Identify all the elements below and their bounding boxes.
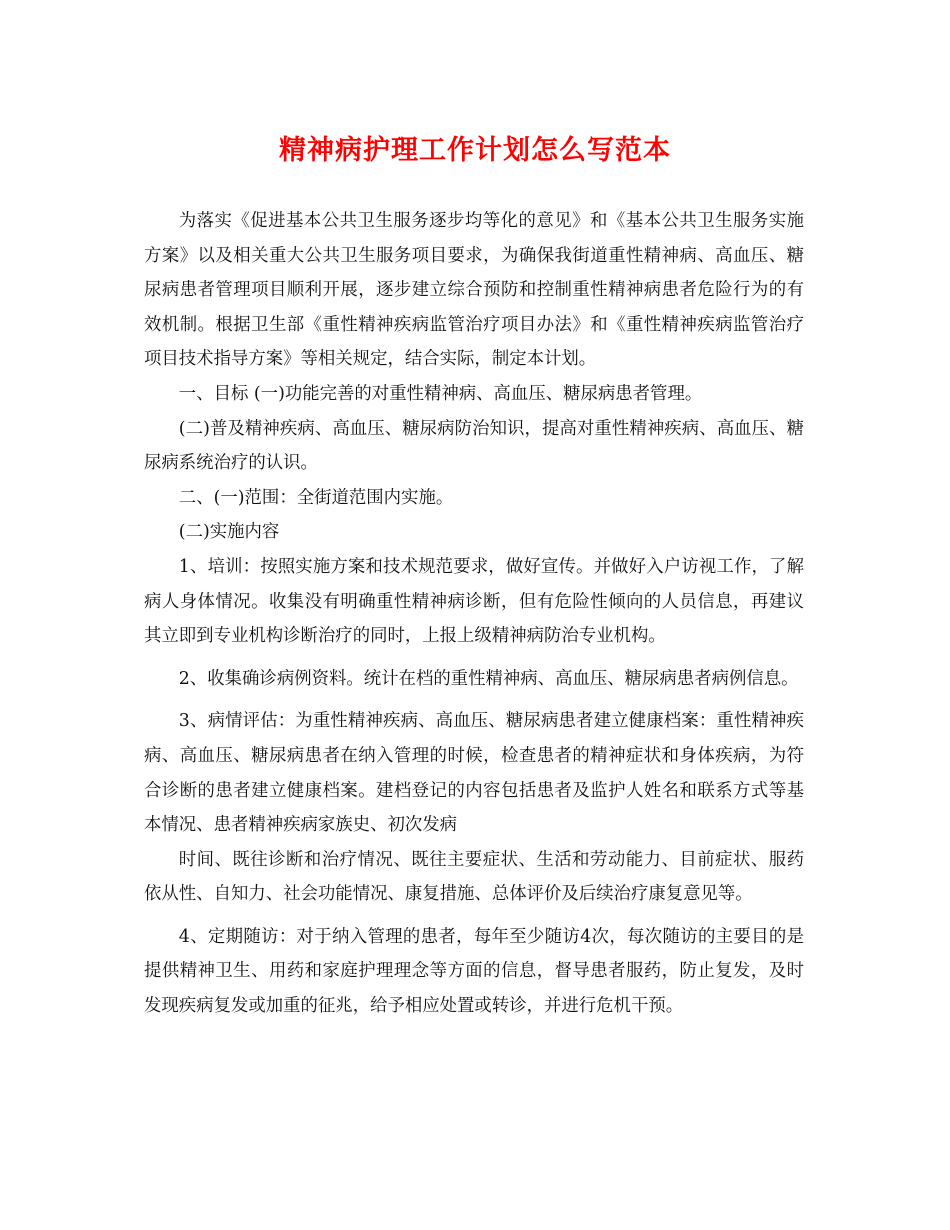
paragraph-follow-up: 4、定期随访：对于纳入管理的患者，每年至少随访4次，每次随访的主要目的是提供精神卫生、用药和家庭护理理念等方面的信息，督导患者服药，防止复发，及时发现疾病复发或加重的征兆，给予相应处置或转诊，并进行危机干预。: [144, 926, 804, 1017]
document-title: 精神病护理工作计划怎么写范本: [279, 135, 671, 166]
paragraph-data-collection: 2、收集确诊病例资料。统计在档的重性精神病、高血压、糖尿病患者病例信息。: [178, 668, 799, 689]
paragraph-goal-2: (二)普及精神疾病、高血压、糖尿病防治知识，提高对重性精神疾病、高血压、糖尿病系统治疗的认识。: [144, 418, 804, 474]
paragraph-training: 1、培训：按照实施方案和技术规范要求，做好宣传。并做好入户访视工作，了解病人身体情况。收集没有明确重性精神病诊断，但有危险性倾向的人员信息，再建议其立即到专业机构诊断治疗的同时，上报上级精神病防治专业机构。: [144, 556, 804, 647]
paragraph-content-heading: (二)实施内容: [178, 522, 280, 543]
paragraph-assessment-continued: 时间、既往诊断和治疗情况、既往主要症状、生活和劳动能力、目前症状、服药依从性、自知力、社会功能情况、康复措施、总体评价及后续治疗康复意见等。: [144, 849, 804, 905]
paragraph-goal-1: 一、目标 (一)功能完善的对重性精神病、高血压、糖尿病患者管理。: [178, 383, 703, 404]
document-body: [144, 204, 804, 1024]
paragraph-assessment: 3、病情评估：为重性精神疾病、高血压、糖尿病患者建立健康档案：重性精神疾病、高血压、糖尿病患者在纳入管理的时候，检查患者的精神症状和身体疾病，为符合诊断的患者建立健康档案。建档登记的内容包括患者及监护人姓名和联系方式等基本情况、患者精神疾病家族史、初次发病: [144, 711, 804, 836]
paragraph-scope: 二、(一)范围：全街道范围内实施。: [178, 487, 454, 508]
paragraph-intro: 为落实《促进基本公共卫生服务逐步均等化的意见》和《基本公共卫生服务实施方案》以及相关重大公共卫生服务项目要求，为确保我街道重性精神病、高血压、糖尿病患者管理项目顺利开展，逐步建立综合预防和控制重性精神病患者危险行为的有效机制。根据卫生部《重性精神疾病监管治疗项目办法》和《重性精神疾病监管治疗项目技术指导方案》等相关规定，结合实际，制定本计划。: [144, 211, 804, 370]
